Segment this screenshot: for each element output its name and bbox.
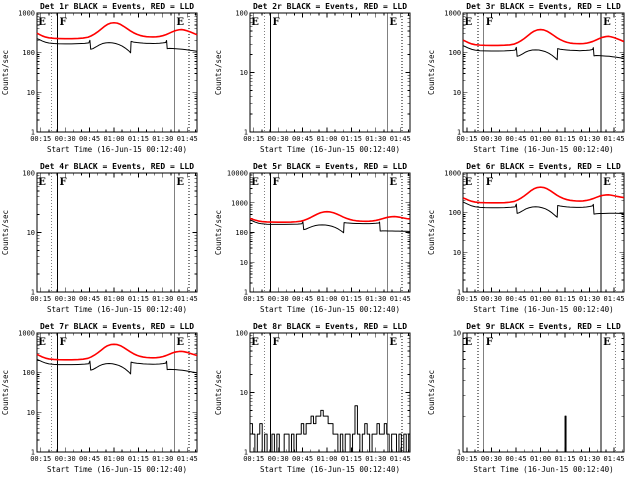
flag-letter: E [176, 17, 184, 28]
y-tick-label: 10 [452, 247, 462, 257]
det-3r-events-curve [463, 46, 624, 60]
x-tick-label: 01:00 [316, 135, 338, 143]
x-tick-label: 01:15 [127, 295, 149, 303]
x-tick-label: 01:45 [176, 135, 198, 143]
y-tick-label: 1000 [18, 329, 35, 338]
panel-det-3r [426, 0, 640, 160]
det-6r-events-curve [463, 202, 624, 217]
x-tick-label: 01:45 [176, 455, 198, 463]
y-axis-label: Counts/sec [214, 369, 223, 416]
y-tick-label: 1 [243, 128, 248, 137]
panel-det-5r [213, 160, 426, 320]
x-axis-label: Start Time (16-Jun-15 00:12:40) [47, 465, 187, 474]
x-tick-label: 00:45 [79, 455, 101, 463]
det-8r-events-curve [250, 406, 410, 452]
x-tick-label: 01:15 [340, 135, 362, 143]
panel-det-8r [213, 320, 426, 480]
y-tick-label: 1000 [444, 168, 462, 178]
y-axis-label: Counts/sec [214, 209, 223, 256]
x-tick-label: 00:45 [292, 295, 314, 303]
y-tick-label: 10 [452, 328, 462, 338]
y-axis-label: Counts/sec [427, 49, 437, 96]
y-tick-label: 100 [235, 9, 248, 18]
x-tick-label: 00:45 [79, 135, 101, 143]
x-axis-label: Start Time (16-Jun-15 00:12:40) [473, 305, 614, 314]
x-tick-label: 00:30 [480, 294, 503, 303]
x-tick-label: 01:15 [127, 135, 149, 143]
det-6r-lld-curve [463, 187, 624, 203]
flag-letter: E [603, 337, 611, 348]
x-axis-label: Start Time (16-Jun-15 00:12:40) [473, 145, 614, 154]
y-tick-label: 1 [456, 127, 462, 137]
panel-det-6r [426, 160, 640, 320]
x-tick-label: 01:15 [554, 454, 576, 463]
flag-letter: F [59, 337, 67, 348]
y-axis-label: Counts/sec [214, 49, 223, 96]
x-tick-label: 01:45 [389, 135, 411, 143]
plot-frame [37, 173, 197, 292]
y-tick-label: 1 [456, 287, 462, 297]
x-tick-label: 01:00 [103, 295, 125, 303]
x-tick-label: 00:30 [54, 455, 76, 463]
y-tick-label: 1 [243, 448, 248, 457]
x-tick-label: 01:45 [389, 295, 411, 303]
y-tick-label: 1 [30, 128, 35, 137]
y-tick-label: 10 [26, 408, 35, 417]
flag-letter: E [464, 17, 473, 28]
y-tick-label: 10 [239, 69, 248, 77]
x-axis-label: Start Time (16-Jun-15 00:12:40) [260, 465, 400, 474]
det-7r-events-curve [37, 359, 197, 373]
x-tick-label: 01:30 [365, 295, 387, 303]
panel-title: Det 6r BLACK = Events, RED = LLD [466, 162, 621, 171]
flag-letter: E [251, 17, 259, 28]
x-tick-label: 01:45 [603, 294, 625, 303]
x-tick-label: 01:30 [365, 455, 387, 463]
x-tick-label: 01:15 [554, 294, 576, 303]
x-tick-label: 01:45 [603, 134, 625, 143]
x-tick-label: 01:30 [579, 134, 601, 143]
x-tick-label: 01:00 [103, 455, 125, 463]
flag-letter: E [251, 337, 259, 348]
panel-det-7r [0, 320, 213, 480]
flag-letter: E [603, 177, 611, 188]
x-tick-label: 01:15 [340, 455, 362, 463]
flag-letter: E [389, 337, 397, 348]
flag-letter: E [389, 17, 397, 28]
x-tick-label: 01:00 [103, 135, 125, 143]
det-1r-events-curve [37, 39, 197, 53]
y-tick-label: 1 [30, 448, 35, 457]
x-tick-label: 01:00 [316, 295, 338, 303]
panel-title: Det 7r BLACK = Events, RED = LLD [39, 322, 195, 331]
chart-det-8r [213, 320, 426, 480]
flag-letter: E [603, 17, 611, 28]
y-tick-label: 10 [452, 87, 462, 97]
x-tick-label: 00:15 [243, 295, 265, 303]
y-tick-label: 1000 [18, 9, 35, 18]
panel-title: Det 9r BLACK = Events, RED = LLD [466, 322, 621, 331]
x-tick-label: 01:15 [340, 295, 362, 303]
flag-letter: F [272, 17, 280, 28]
flag-letter: F [485, 337, 493, 348]
plot-frame [463, 13, 624, 132]
det-3r-lld-curve [463, 30, 624, 46]
y-tick-label: 1000 [231, 199, 248, 208]
x-tick-label: 00:15 [30, 455, 52, 463]
det-9r-events-curve [463, 416, 624, 452]
x-tick-label: 01:30 [365, 135, 387, 143]
panel-det-2r [213, 0, 426, 160]
flag-letter: F [272, 337, 280, 348]
flag-letter: E [389, 177, 397, 188]
flag-letter: E [176, 177, 184, 188]
x-tick-label: 00:15 [30, 295, 52, 303]
y-tick-label: 10 [239, 258, 248, 267]
x-axis-label: Start Time (16-Jun-15 00:12:40) [260, 305, 400, 314]
plot-frame [37, 333, 197, 452]
flag-letter: E [176, 337, 184, 348]
x-tick-label: 00:15 [30, 135, 52, 143]
x-tick-label: 01:30 [579, 294, 601, 303]
x-tick-label: 00:15 [456, 454, 478, 463]
y-axis-label: Counts/sec [427, 369, 437, 416]
y-axis-label: Counts/sec [1, 209, 10, 256]
chart-det-1r [0, 0, 213, 160]
y-axis-label: Counts/sec [427, 209, 437, 256]
x-tick-label: 01:30 [152, 295, 174, 303]
flag-letter: F [272, 177, 280, 188]
y-tick-label: 100 [22, 369, 35, 378]
flag-letter: E [464, 337, 473, 348]
x-tick-label: 00:45 [505, 454, 527, 463]
x-tick-label: 00:15 [456, 294, 478, 303]
x-tick-label: 01:00 [529, 294, 552, 303]
chart-det-2r [213, 0, 426, 160]
flag-letter: F [485, 17, 493, 28]
x-tick-label: 01:30 [152, 135, 174, 143]
y-tick-label: 10 [239, 389, 248, 397]
x-tick-label: 01:15 [127, 455, 149, 463]
flag-letter: E [38, 337, 46, 348]
y-tick-label: 1 [30, 288, 35, 297]
panel-title: Det 8r BLACK = Events, RED = LLD [252, 322, 408, 331]
plot-frame [250, 173, 410, 292]
panel-title: Det 5r BLACK = Events, RED = LLD [252, 162, 408, 171]
chart-det-6r [426, 160, 640, 320]
flag-letter: F [485, 177, 493, 188]
x-tick-label: 01:45 [603, 454, 625, 463]
plot-frame [463, 173, 624, 292]
plot-frame [250, 13, 410, 132]
flag-letter: E [251, 177, 259, 188]
panel-title: Det 1r BLACK = Events, RED = LLD [39, 2, 195, 11]
y-tick-label: 10000 [226, 169, 248, 178]
x-tick-label: 01:00 [316, 455, 338, 463]
x-tick-label: 00:15 [456, 134, 478, 143]
x-tick-label: 00:45 [505, 134, 527, 143]
flag-letter: E [464, 177, 473, 188]
x-tick-label: 00:30 [480, 134, 503, 143]
y-tick-label: 10 [26, 88, 35, 97]
flag-letter: F [59, 17, 67, 28]
x-tick-label: 00:30 [267, 135, 289, 143]
panel-det-1r [0, 0, 213, 160]
plot-frame [463, 333, 624, 452]
flag-letter: F [59, 177, 67, 188]
x-tick-label: 01:15 [554, 134, 576, 143]
y-tick-label: 1000 [444, 8, 462, 18]
chart-det-3r [426, 0, 640, 160]
x-tick-label: 01:30 [579, 454, 601, 463]
det-5r-lld-curve [250, 212, 410, 222]
y-tick-label: 1 [456, 447, 462, 457]
y-tick-label: 100 [22, 49, 35, 58]
y-tick-label: 100 [448, 48, 462, 58]
chart-det-4r [0, 160, 213, 320]
y-tick-label: 100 [448, 208, 462, 218]
x-tick-label: 01:00 [529, 134, 552, 143]
panel-det-9r [426, 320, 640, 480]
x-tick-label: 00:45 [79, 295, 101, 303]
x-tick-label: 01:45 [176, 295, 198, 303]
panel-title: Det 4r BLACK = Events, RED = LLD [39, 162, 195, 171]
x-tick-label: 00:30 [480, 454, 503, 463]
x-tick-label: 00:45 [505, 294, 527, 303]
chart-det-9r [426, 320, 640, 480]
x-tick-label: 00:45 [292, 135, 314, 143]
x-tick-label: 00:30 [267, 295, 289, 303]
y-tick-label: 100 [235, 229, 248, 237]
y-axis-label: Counts/sec [1, 369, 10, 416]
x-tick-label: 00:15 [243, 135, 265, 143]
y-axis-label: Counts/sec [1, 49, 10, 96]
y-tick-label: 100 [235, 329, 248, 338]
panel-title: Det 3r BLACK = Events, RED = LLD [466, 2, 621, 11]
x-axis-label: Start Time (16-Jun-15 00:12:40) [47, 305, 187, 314]
x-axis-label: Start Time (16-Jun-15 00:12:40) [473, 465, 614, 474]
panel-title: Det 2r BLACK = Events, RED = LLD [252, 2, 408, 11]
flag-letter: E [38, 177, 46, 188]
x-tick-label: 00:30 [54, 295, 76, 303]
y-tick-label: 100 [22, 169, 35, 178]
chart-det-7r [0, 320, 213, 480]
y-tick-label: 1 [243, 288, 248, 297]
x-tick-label: 01:00 [529, 454, 552, 463]
chart-det-5r [213, 160, 426, 320]
x-tick-label: 00:45 [292, 455, 314, 463]
y-tick-label: 10 [26, 229, 35, 237]
x-tick-label: 01:30 [152, 455, 174, 463]
x-axis-label: Start Time (16-Jun-15 00:12:40) [47, 145, 187, 154]
x-tick-label: 01:45 [389, 455, 411, 463]
flag-letter: E [38, 17, 46, 28]
x-axis-label: Start Time (16-Jun-15 00:12:40) [260, 145, 400, 154]
panel-det-4r [0, 160, 213, 320]
x-tick-label: 00:30 [267, 455, 289, 463]
x-tick-label: 00:30 [54, 135, 76, 143]
x-tick-label: 00:15 [243, 455, 265, 463]
